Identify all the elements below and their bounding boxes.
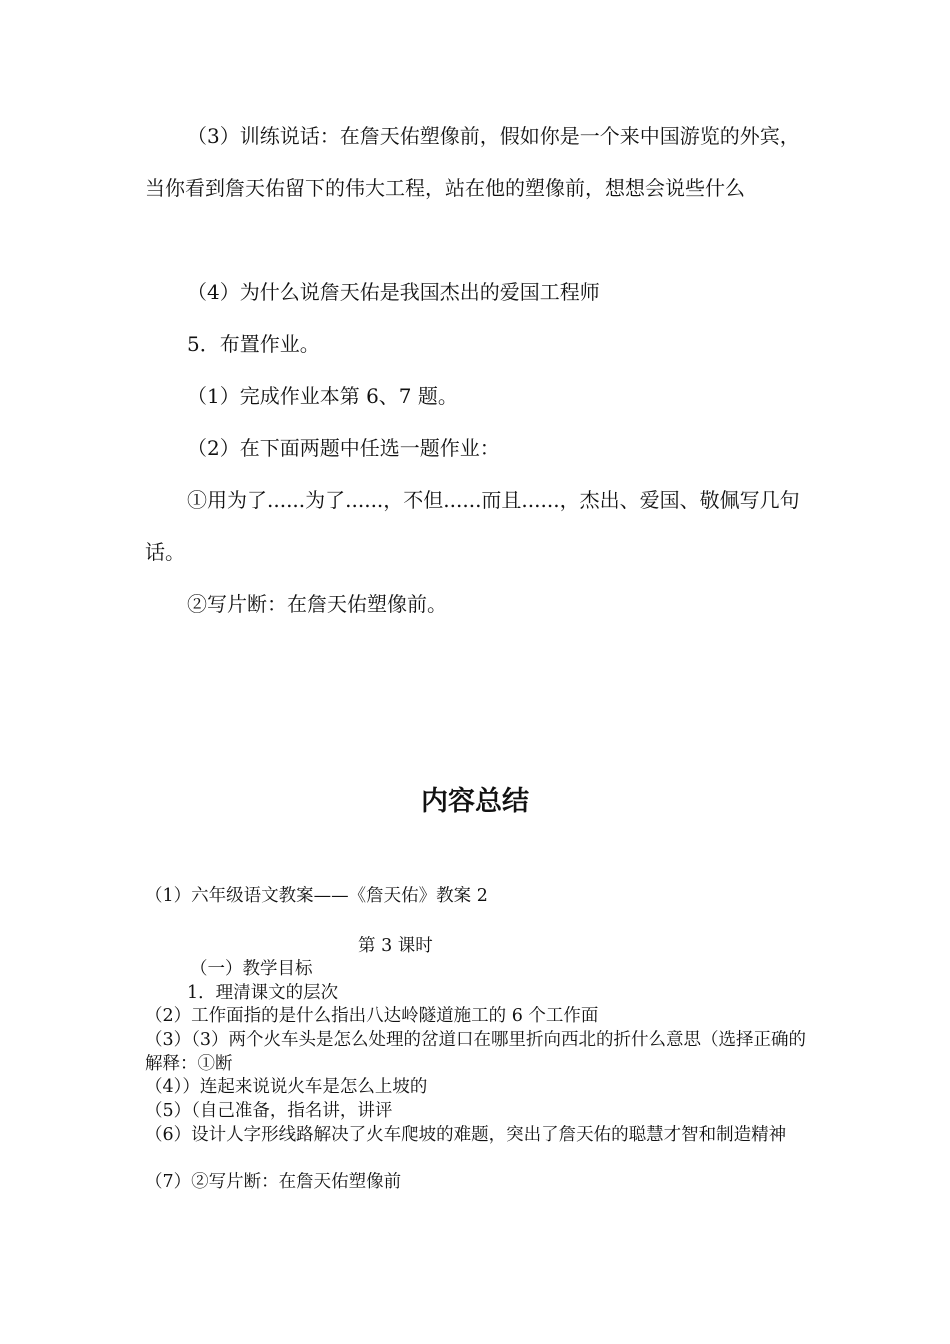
summary-title: 内容总结 xyxy=(421,786,529,817)
summary-line-2: （2）工作面指的是什么指出八达岭隧道施工的 6 个工作面 xyxy=(145,1006,599,1026)
paragraph-option-1: ①用为了......为了......，不但......而且......，杰出、爱国、敬佩写几句话。 xyxy=(145,488,800,564)
paragraph-speaking-practice: （3）训练说话：在詹天佑塑像前，假如你是一个来中国游览的外宾，当你看到詹天佑留下的伟大工程，站在他的塑像前，想想会说些什么 xyxy=(145,124,800,200)
summary-line-structure: 1．理清课文的层次 xyxy=(187,983,339,1003)
summary-line-5: （5）（自己准备，指名讲，讲评 xyxy=(145,1101,393,1121)
paragraph-patriot-question: （4）为什么说詹天佑是我国杰出的爱国工程师 xyxy=(187,280,600,304)
summary-line-3: （3）（3）两个火车头是怎么处理的岔道口在哪里折向西北的折什么意思（选择正确的解释：①断 xyxy=(145,1030,807,1074)
summary-line-1: （1）六年级语文教案——《詹天佑》教案 2 xyxy=(145,886,488,906)
summary-lesson-heading: 第 3 课时 xyxy=(358,936,433,956)
summary-line-7: （7）②写片断：在詹天佑塑像前 xyxy=(145,1172,402,1192)
paragraph-homework-item-2: （2）在下面两题中任选一题作业： xyxy=(187,436,500,460)
summary-objective-heading: （一）教学目标 xyxy=(190,959,313,979)
summary-line-4: （4））连起来说说火车是怎么上坡的 xyxy=(145,1077,428,1097)
paragraph-homework-heading: 5．布置作业。 xyxy=(187,332,320,356)
paragraph-option-2: ②写片断：在詹天佑塑像前。 xyxy=(187,592,447,616)
summary-line-6: （6）设计人字形线路解决了火车爬坡的难题，突出了詹天佑的聪慧才智和制造精神 xyxy=(145,1125,787,1145)
paragraph-homework-item-1: （1）完成作业本第 6、7 题。 xyxy=(187,384,458,408)
